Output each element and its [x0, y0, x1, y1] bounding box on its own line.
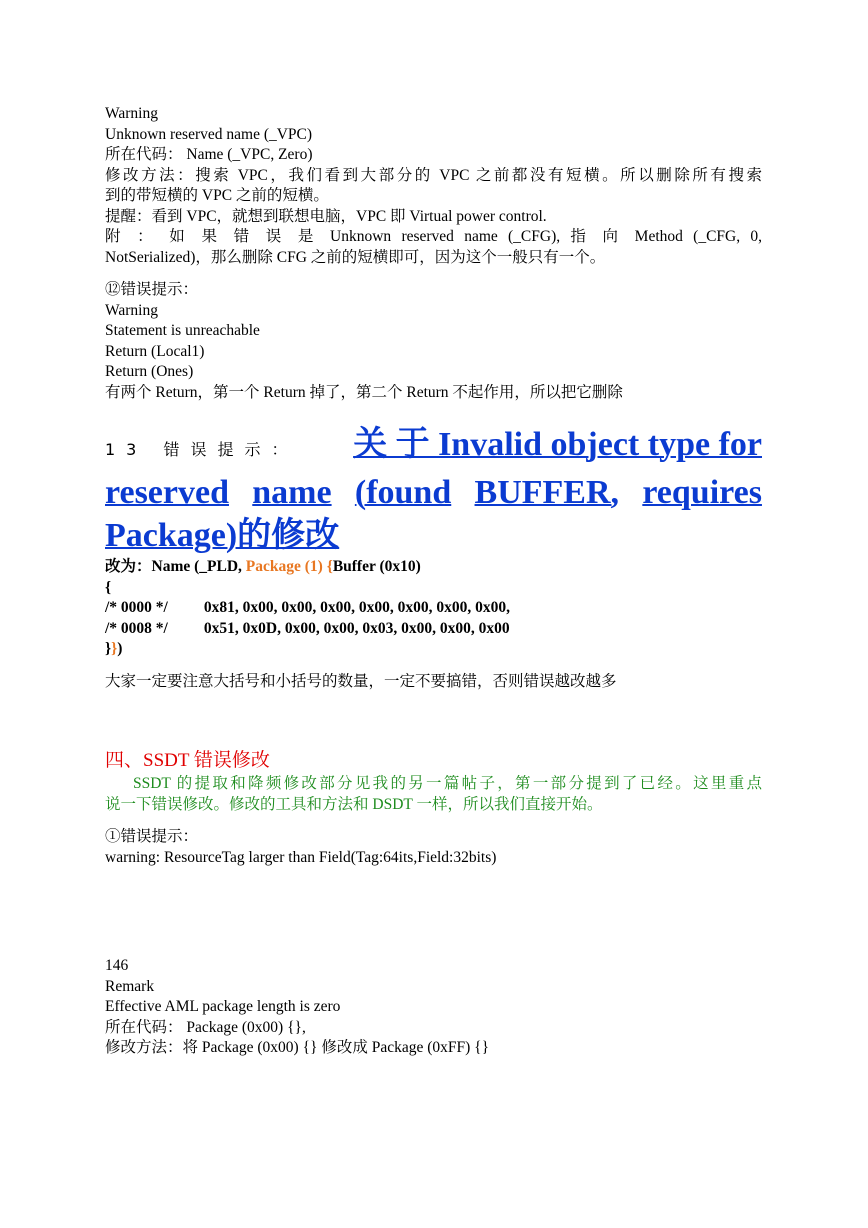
code-change-line: [105, 557, 762, 578]
code-row1-addr: /* 0000 */: [105, 599, 168, 616]
fix-method-line2: 到的带短横的 VPC 之前的短横。: [105, 187, 329, 204]
error-13-heading: [105, 423, 762, 557]
fix-method-line1: 修改方法：搜索 VPC，我们看到大部分的 VPC 之前都没有短横。所以删除所有搜索: [105, 166, 762, 184]
link-word: BUFFER,: [474, 474, 620, 511]
code-row2: [105, 619, 762, 640]
ssdt-error1-title: ①错误提示：: [105, 828, 199, 845]
link-word: requires: [642, 474, 762, 511]
ssdt-error1-text: warning: ResourceTag larger than Field(Tag:64its,Field:32bits): [105, 848, 497, 866]
error-13-link-line1[interactable]: 关 于 Invalid object type for: [353, 426, 762, 463]
appendix-line1: 附 ： 如 果 错 误 是 Unknown reserved name (_CFG), 指 向 Method (_CFG, 0,: [105, 228, 762, 245]
code-brace-open: {: [105, 578, 112, 596]
error-12-title: ⑫错误提示：: [105, 281, 199, 298]
error-13-link-line3[interactable]: Package)的修改: [105, 517, 340, 554]
error-146-type: Remark: [105, 977, 155, 995]
error-12-warning: Warning: [105, 301, 158, 319]
error-146-message: Effective AML package length is zero: [105, 998, 341, 1015]
code-row1-data: 0x81, 0x00, 0x00, 0x00, 0x00, 0x00, 0x00, 0x00,: [203, 599, 510, 616]
bracket-note: 大家一定要注意大括号和小括号的数量，一定不要搞错，否则错误越改越多: [105, 672, 617, 690]
code-close-package: }: [111, 640, 118, 657]
code-location: 所在代码： Name (_VPC, Zero): [105, 146, 313, 163]
warning-label: Warning: [105, 105, 158, 122]
code-package: Package (1) {: [245, 558, 333, 575]
code-row2-data: 0x51, 0x0D, 0x00, 0x00, 0x03, 0x00, 0x00, 0x00: [203, 619, 510, 637]
code-row1: [105, 598, 762, 619]
link-word: name: [252, 474, 332, 511]
link-word: (found: [354, 474, 452, 511]
code-prefix: 改为：Name (_PLD,: [105, 558, 246, 575]
error-12-code2: Return (Ones): [105, 363, 194, 380]
code-close: [105, 639, 762, 660]
error-12-code1: Return (Local1): [105, 342, 205, 360]
error-message: Unknown reserved name (_VPC): [105, 125, 313, 143]
ssdt-intro-line1: SSDT 的提取和降频修改部分见我的另一篇帖子，第一部分提到了已经。这里重点: [133, 775, 762, 792]
code-close-brace: }: [105, 640, 112, 657]
reminder: 提醒：看到 VPC，就想到联想电脑，VPC 即 Virtual power control.: [105, 207, 547, 225]
appendix-line2: NotSerialized)，那么删除 CFG 之前的短横即可，因为这个一般只有一个。: [105, 248, 606, 266]
document-content: [105, 104, 762, 1059]
code-row2-addr: /* 0008 */: [105, 619, 168, 637]
error-146-fix: 修改方法：将 Package (0x00) {} 修改成 Package (0xFF) {}: [105, 1039, 490, 1056]
code-close-paren: ): [117, 640, 123, 657]
error-13-link-line2[interactable]: [105, 471, 762, 514]
error-12-fix: 有两个 Return，第一个 Return 掉了，第二个 Return 不起作用，所以把它删除: [105, 383, 623, 401]
link-word: reserved: [105, 474, 229, 511]
code-buffer: Buffer (0x10): [332, 558, 421, 575]
error-146-number: 146: [105, 957, 129, 974]
error-13-number: 13 错误提示：: [105, 440, 299, 459]
error-12-message: Statement is unreachable: [105, 322, 260, 339]
error-146-code: 所在代码： Package (0x00) {},: [105, 1018, 306, 1036]
ssdt-intro-line2: 说一下错误修改。修改的工具和方法和 DSDT 一样，所以我们直接开始。: [105, 795, 603, 813]
section-ssdt-title: 四、SSDT 错误修改: [105, 750, 270, 771]
